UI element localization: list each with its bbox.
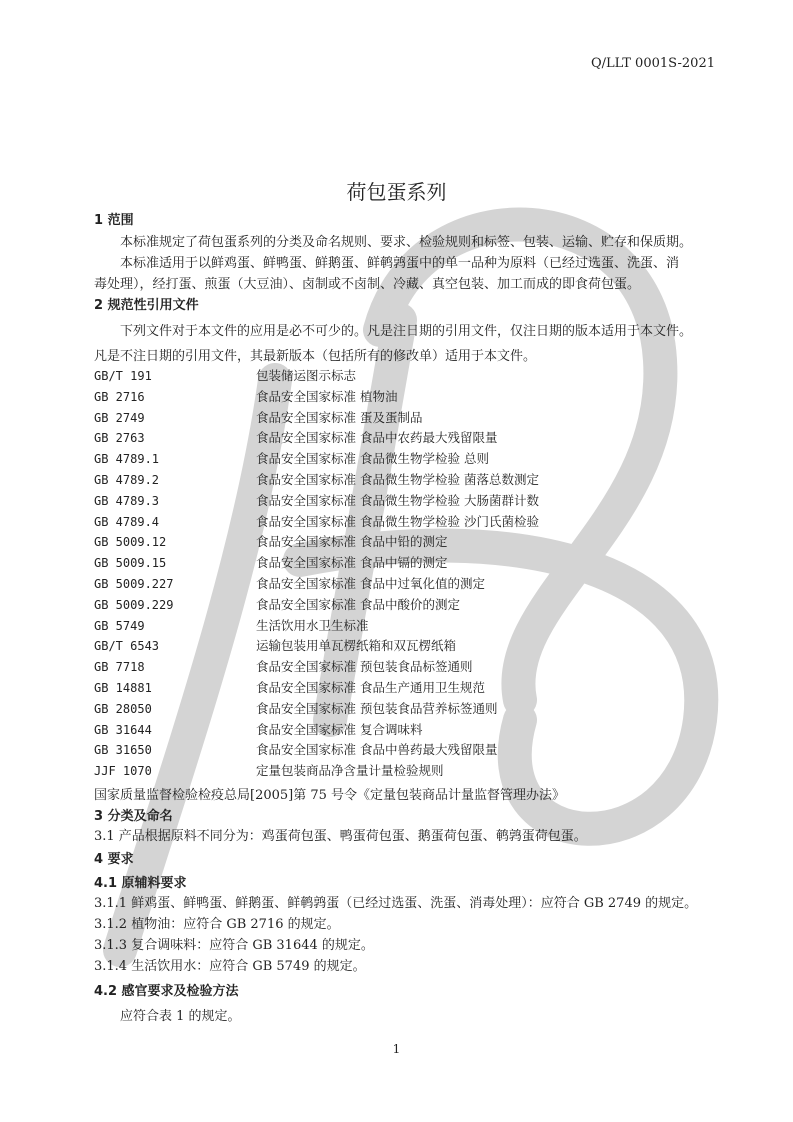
reference-code: GB 5009.15 xyxy=(94,556,167,571)
reference-code: GB 5009.227 xyxy=(94,577,174,591)
paragraph: 应符合表 1 的规定。 xyxy=(120,1009,241,1024)
reference-title: 食品安全国家标准 食品中农药最大残留限量 xyxy=(256,430,498,446)
reference-title: 食品安全国家标准 食品微生物学检验 沙门氏菌检验 xyxy=(256,513,539,529)
reference-code: GB 4789.1 xyxy=(94,452,160,467)
paragraph: 本标准适用于以鲜鸡蛋、鲜鸭蛋、鲜鹅蛋、鲜鹌鹑蛋中的单一品种为原料（已经过选蛋、洗蛋、消 xyxy=(120,256,680,271)
reference-code: GB 28050 xyxy=(94,701,152,716)
reference-row xyxy=(94,678,485,696)
reference-row xyxy=(94,657,472,675)
order-reference: 国家质量监督检验检疫总局[2005]第 75 号令《定量包装商品计量监督管理办法》 xyxy=(94,788,566,803)
reference-row xyxy=(94,512,539,530)
reference-row xyxy=(94,720,422,738)
paragraph: 下列文件对于本文件的应用是必不可少的。凡是注日期的引用文件，仅注日期的版本适用于本文件。 xyxy=(120,324,693,339)
reference-title: 食品安全国家标准 食品微生物学检验 大肠菌群计数 xyxy=(256,492,539,508)
clause: 3.1.1 鲜鸡蛋、鲜鸭蛋、鲜鹅蛋、鲜鹌鹑蛋（已经过选蛋、洗蛋、消毒处理）：应符合 GB 2749 的规定。 xyxy=(94,896,698,911)
reference-row xyxy=(94,449,489,467)
reference-title: 食品安全国家标准 食品中兽药最大残留限量 xyxy=(256,742,498,758)
reference-title: 食品安全国家标准 预包装食品营养标签通则 xyxy=(256,700,498,716)
page-number: 1 xyxy=(392,1042,401,1056)
reference-row xyxy=(94,532,447,550)
reference-row xyxy=(94,408,422,426)
page-title: 荷包蛋系列 xyxy=(346,180,447,204)
reference-row xyxy=(94,616,369,634)
reference-row xyxy=(94,699,497,717)
reference-row xyxy=(94,574,485,592)
reference-row xyxy=(94,491,539,509)
reference-row xyxy=(94,366,356,384)
reference-code: GB 5749 xyxy=(94,618,145,633)
clause: 3.1.4 生活饮用水：应符合 GB 5749 的规定。 xyxy=(94,959,366,974)
paragraph: 3.1 产品根据原料不同分为：鸡蛋荷包蛋、鸭蛋荷包蛋、鹅蛋荷包蛋、鹌鹑蛋荷包蛋。 xyxy=(94,829,587,844)
reference-title: 食品安全国家标准 蛋及蛋制品 xyxy=(256,409,423,425)
reference-code: GB 4789.3 xyxy=(94,493,160,508)
paragraph: 本标准规定了荷包蛋系列的分类及命名规则、要求、检验规则和标签、包装、运输、贮存和保质期。 xyxy=(120,235,693,250)
reference-code: GB 4789.2 xyxy=(94,473,160,487)
reference-code: GB 2716 xyxy=(94,389,145,404)
reference-code: GB 2763 xyxy=(94,431,145,446)
reference-title: 定量包装商品净含量计量检验规则 xyxy=(256,763,444,779)
section-1-heading: 1 范围 xyxy=(94,213,134,228)
section-4-1-heading: 4.1 原辅料要求 xyxy=(94,876,187,891)
section-3-heading: 3 分类及命名 xyxy=(94,809,173,824)
clause: 3.1.2 植物油：应符合 GB 2716 的规定。 xyxy=(94,917,340,932)
reference-row xyxy=(94,740,497,758)
reference-row xyxy=(94,761,444,779)
reference-title: 食品安全国家标准 食品生产通用卫生规范 xyxy=(256,680,485,695)
reference-code: GB 4789.4 xyxy=(94,514,160,529)
reference-code: GB 5009.12 xyxy=(94,535,167,550)
reference-title: 生活饮用水卫生标准 xyxy=(256,617,369,633)
section-4-2-heading: 4.2 感官要求及检验方法 xyxy=(94,984,239,999)
reference-row xyxy=(94,636,456,654)
reference-row xyxy=(94,470,539,488)
section-4-heading: 4 要求 xyxy=(94,852,134,867)
paragraph: 凡是不注日期的引用文件，其最新版本（包括所有的修改单）适用于本文件。 xyxy=(94,349,537,364)
reference-title: 食品安全国家标准 食品中过氧化值的测定 xyxy=(256,576,485,591)
clause: 3.1.3 复合调味料：应符合 GB 31644 的规定。 xyxy=(94,938,374,953)
reference-title: 食品安全国家标准 食品微生物学检验 菌落总数测定 xyxy=(256,472,539,487)
reference-code: GB 2749 xyxy=(94,410,145,425)
reference-code: GB 14881 xyxy=(94,681,152,695)
reference-title: 包装储运图示标志 xyxy=(256,368,357,383)
reference-row xyxy=(94,428,497,446)
reference-row xyxy=(94,387,397,405)
reference-code: GB 7718 xyxy=(94,660,145,675)
reference-code: GB/T 6543 xyxy=(94,639,160,654)
reference-row xyxy=(94,553,447,571)
section-2-heading: 2 规范性引用文件 xyxy=(94,298,199,313)
standard-code: Q/LLT 0001S-2021 xyxy=(591,56,715,71)
reference-title: 运输包装用单瓦楞纸箱和双瓦楞纸箱 xyxy=(256,638,457,654)
reference-title: 食品安全国家标准 植物油 xyxy=(256,388,398,404)
reference-title: 食品安全国家标准 复合调味料 xyxy=(256,721,423,737)
reference-code: GB 31644 xyxy=(94,722,152,737)
reference-title: 食品安全国家标准 食品中酸价的测定 xyxy=(256,596,460,612)
reference-row xyxy=(94,595,460,613)
paragraph: 毒处理），经打蛋、煎蛋（大豆油）、卤制或不卤制、冷藏、真空包装、加工而成的即食荷包蛋。 xyxy=(94,277,641,292)
reference-code: GB 5009.229 xyxy=(94,597,174,612)
reference-code: GB/T 191 xyxy=(94,369,152,383)
reference-title: 食品安全国家标准 食品微生物学检验 总则 xyxy=(256,451,489,467)
reference-code: JJF 1070 xyxy=(94,764,152,779)
reference-title: 食品安全国家标准 食品中铅的测定 xyxy=(256,534,448,550)
reference-code: GB 31650 xyxy=(94,743,152,758)
reference-title: 食品安全国家标准 食品中镉的测定 xyxy=(256,555,448,571)
reference-title: 食品安全国家标准 预包装食品标签通则 xyxy=(256,659,473,675)
